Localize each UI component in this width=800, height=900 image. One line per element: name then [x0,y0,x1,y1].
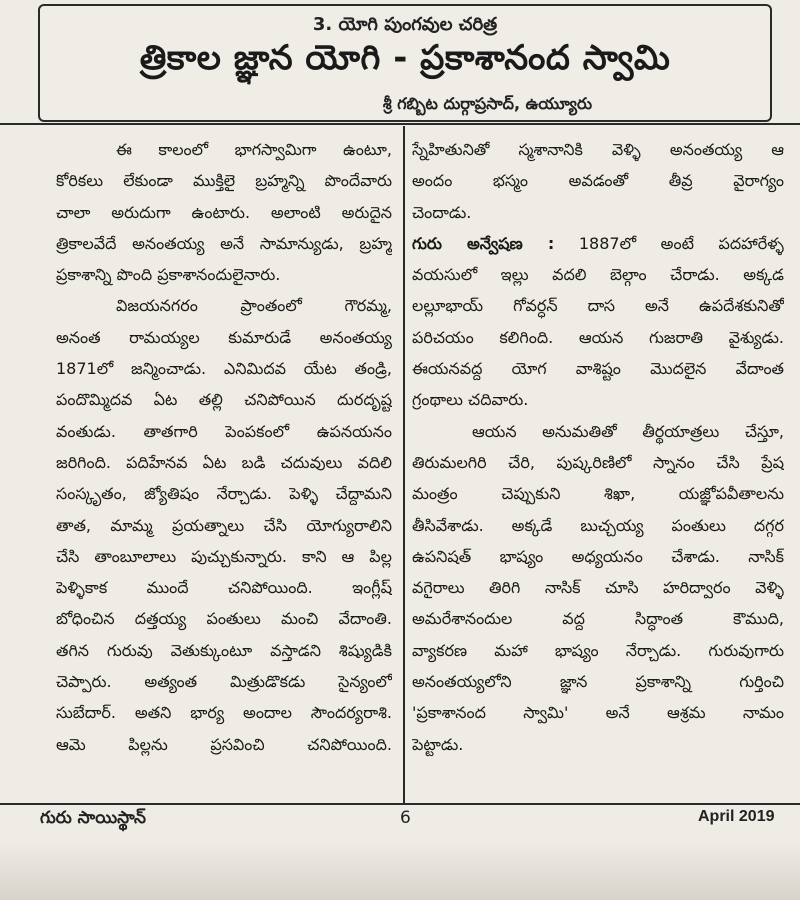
text-line: మంత్రం చెప్పుకుని శిఖా, యజ్ఞోపవీతాలను [412,484,784,504]
article-title: త్రికాల జ్ఞాన యోగి - ప్రకాశానంద స్వామి [139,38,671,78]
text-line: చేసి తాంబూలాలు పుచ్చుకున్నారు. కాని ఆ పిల్ల [56,546,392,566]
text-line: సుబేదార్. అతని భార్య అందాల సౌందర్యరాశి. [56,703,392,723]
text-line: గ్రంథాలు చదివారు. [412,390,529,410]
article-header [38,4,772,122]
page-number: 6 [400,808,411,828]
text-line: అమరేశానందుల వద్ద సిద్ధాంత కౌముది, [412,609,784,629]
text-line: అందం భస్మం అవడంతో తీవ్ర వైరాగ్యం [412,171,784,191]
column-divider [403,126,405,804]
text-line: తగిన గురువు వెతుక్కుంటూ వస్తాడని శిష్యుడికి [56,640,392,660]
text-line: పెట్టాడు. [412,734,464,754]
text-line: త్రికాలవేదే అనంతయ్య అనే సామాన్యుడు, బ్రహ్మ [56,233,392,253]
section-label: గురు అన్వేషణ : [412,233,555,253]
text-line: కోరికలు లేకుండా ముక్తిలై బ్రహ్మన్ని పొందేవారు [56,171,392,191]
text-line: అనంతయ్యలోని జ్ఞాన ప్రకాశాన్ని గుర్తించి [412,672,784,692]
series-title: 3. యోగి పుంగవుల చరిత్ర [312,14,498,35]
text-line: తిరుమలగిరి చేరి, పుష్కరిణిలో స్నానం చేసి ప్రేష [412,452,784,472]
text-line: చెందాడు. [412,202,472,222]
text-line: పెళ్ళికాక ముందే చనిపోయింది. ఇంగ్లీష్ [56,578,392,598]
left-column [56,134,392,760]
author-byline: శ్రీ గబ్బిట దుర్గాప్రసాద్, ఉయ్యూరు [382,94,592,113]
right-column [412,134,784,760]
text-line: బోధించిన దత్తయ్య పంతులు మంచి వేదాంతి. [56,609,392,629]
text-line: పందొమ్మిదవ ఏట తల్లి చనిపోయిన దురదృష్ట [56,390,392,410]
footer-rule [0,803,800,805]
text-line: వ్యాకరణ మహా భాష్యం నేర్చాడు. గురువుగారు [412,640,784,660]
text-line: 'ప్రకాశానంద స్వామి' అనే ఆశ్రమ నామం [412,703,784,723]
text-line: ఈయనవద్ద యోగ వాశిష్టం మొదలైన వేదాంత [412,359,784,379]
magazine-name: గురు సాయిస్థాన్ [40,808,146,828]
text-line: వయసులో ఇల్లు వదలి బెల్గాం చేరాడు. అక్కడ [412,265,784,285]
issue-date: April 2019 [698,808,775,825]
page-edge [0,840,800,900]
text-line: పరిచయం కలిగింది. ఆయన గుజరాతి వైశ్యుడు. [412,327,784,347]
section-line [412,228,784,259]
text-line: చెప్పారు. అత్యంత మిత్రుడొకడు సైన్యంలో [56,672,392,692]
text-line: 1887లో అంటే పదహారేళ్ళ [578,233,784,253]
text-line: లల్లూభాయ్ గోవర్ధన్ దాస అనే ఉపదేశకునితో [412,296,784,316]
text-line: 1871లో జన్మించాడు. ఎనిమిదవ యేట తండ్రి, [56,359,392,379]
text-line: విజయనగరం ప్రాంతంలో గౌరమ్మ, [116,296,392,316]
text-line: తాత, మామ్మ ప్రయత్నాలు చేసి యోగ్యురాలిని [56,515,392,535]
text-line: అనంత రామయ్యల కుమారుడే అనంతయ్య [56,327,392,347]
text-line: చాలా అరుదుగా ఉంటారు. అలాంటి అరుదైన [56,202,392,222]
text-line: ఆమె పిల్లను ప్రసవించి చనిపోయింది. [56,734,392,754]
text-line: వంతుడు. తాతగారి పెంపకంలో ఉపనయనం [56,421,392,441]
text-line: ఆయన అనుమతితో తీర్థయాత్రలు చేస్తూ, [472,421,784,441]
text-line: తీసివేశాడు. అక్కడే బుచ్చయ్య పంతులు దగ్గర [412,515,784,535]
text-line: స్నేహితునితో స్మశానానికి వెళ్ళి అనంతయ్య ఆ [412,140,784,159]
text-line: ఈ కాలంలో భాగస్వామిగా ఉంటూ, [116,140,392,159]
text-line: ప్రకాశాన్ని పొంది ప్రకాశానందులైనారు. [56,265,281,285]
text-line: వగైరాలు తిరిగి నాసిక్ చూసి హరిద్వారం వెళ్ళి [412,578,784,598]
header-rule [0,123,800,125]
text-line: జరిగింది. పదిహేనవ ఏట బడి చదువులు వదిలి [56,452,392,472]
text-line: ఉపనిషత్ భాష్యం అధ్యయనం చేశాడు. నాసిక్ [412,546,784,566]
text-line: సంస్కృతం, జ్యోతిషం నేర్చాడు. పెళ్ళి చేద్దామని [56,484,392,504]
